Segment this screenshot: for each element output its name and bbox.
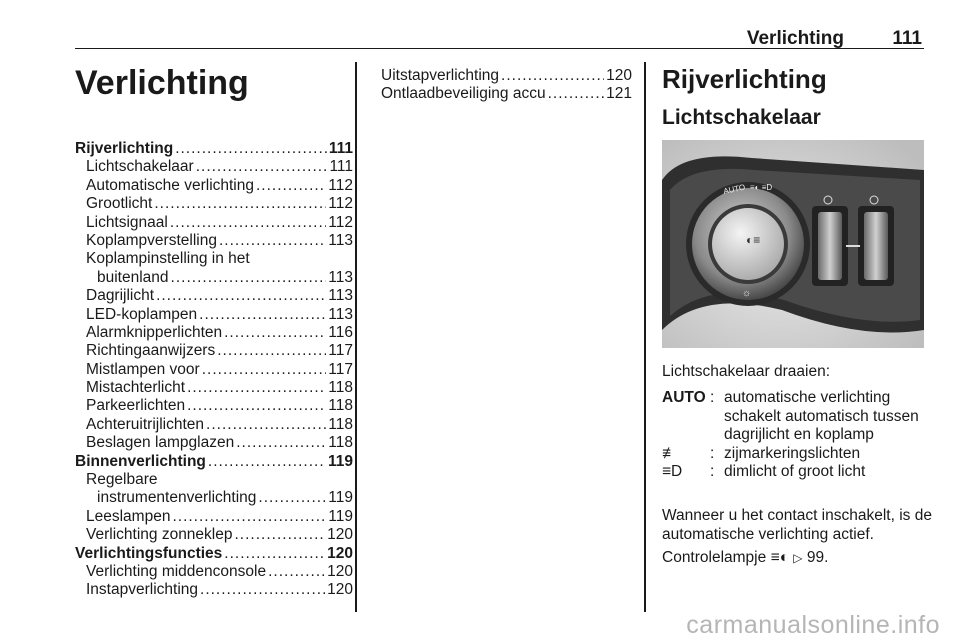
toc-entry-page: 111 bbox=[328, 139, 353, 157]
definition-separator: : bbox=[710, 389, 715, 406]
toc-entry[interactable] bbox=[75, 158, 353, 176]
control-lamp-reference bbox=[662, 548, 932, 568]
toc-leader-dots bbox=[172, 508, 326, 526]
toc-entry-title: Verlichting zonneklep bbox=[86, 526, 233, 544]
toc-leader-dots bbox=[187, 397, 326, 415]
side-marker-lights-icon: ≡◐ bbox=[770, 549, 789, 566]
column-divider bbox=[355, 62, 357, 612]
definition-row bbox=[662, 389, 926, 445]
toc-entry[interactable] bbox=[75, 434, 353, 452]
toc-entry-title: Rijverlichting bbox=[75, 139, 174, 157]
toc-section-entry[interactable] bbox=[75, 545, 353, 563]
svg-text:AUTO: AUTO bbox=[722, 182, 747, 196]
definition-text: zijmarkeringslichten bbox=[724, 444, 861, 462]
toc-entry-title: Grootlicht bbox=[86, 195, 153, 213]
definition-text: automatische verlichting schakelt automatisch tussen dagrijlicht en koplamp bbox=[724, 389, 919, 443]
toc-section-entry[interactable] bbox=[75, 140, 353, 158]
toc-entry[interactable] bbox=[75, 269, 353, 287]
toc-leader-dots bbox=[199, 306, 326, 324]
toc-entry[interactable] bbox=[75, 306, 353, 324]
toc-leader-dots bbox=[217, 342, 326, 360]
toc-leader-dots bbox=[548, 85, 605, 103]
toc-leader-dots bbox=[219, 232, 326, 250]
toc-entry-page: 121 bbox=[606, 85, 632, 103]
toc-entry-title: LED-koplampen bbox=[86, 305, 198, 323]
toc-entry-page: 118 bbox=[328, 397, 353, 415]
toc-entry-title: buitenland bbox=[97, 268, 169, 286]
svg-text:☼: ☼ bbox=[742, 288, 752, 299]
chapter-title: Verlichting bbox=[75, 64, 249, 102]
toc-entry-title: Lichtsignaal bbox=[86, 213, 168, 231]
toc-entry-title: Leeslampen bbox=[86, 507, 171, 525]
toc-entry[interactable] bbox=[75, 508, 353, 526]
toc-entry-title: Alarmknipperlichten bbox=[86, 323, 223, 341]
toc-entry-page: 113 bbox=[328, 268, 353, 286]
toc-entry-page: 118 bbox=[328, 415, 353, 433]
toc-entry-title: Lichtschakelaar bbox=[86, 158, 194, 176]
subsection-title: Lichtschakelaar bbox=[662, 106, 821, 129]
photo-caption: Lichtschakelaar draaien: bbox=[662, 363, 831, 380]
toc-leader-dots bbox=[256, 177, 326, 195]
paragraph: Wanneer u het contact inschakelt, is de automatische verlichting actief. bbox=[662, 507, 932, 543]
toc-leader-dots bbox=[235, 526, 326, 544]
section-title: Rijverlichting bbox=[662, 64, 827, 94]
toc-leader-dots bbox=[236, 434, 326, 452]
toc-leader-dots bbox=[202, 361, 327, 379]
toc-entry-page: 120 bbox=[327, 544, 353, 562]
toc-entry-page: 113 bbox=[328, 231, 353, 249]
toc-leader-dots bbox=[170, 214, 326, 232]
toc-entry-page: 112 bbox=[328, 213, 353, 231]
page-reference-icon: ▷ bbox=[793, 551, 803, 565]
toc-entry-page: 113 bbox=[328, 305, 353, 323]
toc-entry-title: Binnenverlichting bbox=[75, 452, 206, 470]
toc-entry[interactable] bbox=[75, 287, 353, 305]
toc-entry-page: 119 bbox=[328, 489, 353, 507]
headlight-icon: ≡D bbox=[662, 463, 683, 480]
toc-entry-title: Automatische verlichting bbox=[86, 176, 254, 194]
toc-entry[interactable] bbox=[370, 67, 632, 85]
toc-entry-page: 120 bbox=[327, 526, 353, 544]
toc-entry-title: Mistachterlicht bbox=[86, 379, 186, 397]
toc-entry[interactable] bbox=[75, 489, 353, 507]
toc-entry[interactable] bbox=[75, 324, 353, 342]
toc-entry-title: Mistlampen voor bbox=[86, 360, 200, 378]
page-number: 111 bbox=[892, 28, 922, 49]
toc-leader-dots bbox=[224, 545, 325, 563]
svg-text:≡◐ ≡D: ≡◐ ≡D bbox=[750, 183, 773, 192]
toc-entry[interactable] bbox=[75, 177, 353, 195]
toc-entry-page: 120 bbox=[327, 581, 353, 599]
watermark: carmanualsonline.info bbox=[686, 611, 940, 639]
page-reference: 99. bbox=[806, 549, 829, 566]
definition-key: AUTO bbox=[662, 389, 706, 406]
toc-leader-dots bbox=[196, 158, 328, 176]
toc-leader-dots bbox=[154, 195, 326, 213]
definition-text: dimlicht of groot licht bbox=[724, 463, 866, 480]
toc-entry-title: Dagrijlicht bbox=[86, 287, 155, 305]
toc-leader-dots bbox=[171, 269, 327, 287]
column-divider bbox=[644, 62, 646, 612]
toc-entry-title: Verlichting middenconsole bbox=[86, 562, 267, 580]
toc-entry-page: 116 bbox=[328, 323, 353, 341]
toc-entry-page: 118 bbox=[328, 434, 353, 452]
toc-entry-title: Uitstapverlichting bbox=[381, 66, 500, 84]
toc-leader-dots bbox=[268, 563, 325, 581]
toc-entry-title: Parkeerlichten bbox=[86, 397, 186, 415]
toc-entry-title: Ontlaadbeveiliging accu bbox=[381, 85, 546, 103]
toc-leader-dots bbox=[501, 67, 604, 85]
toc-entry-page: 117 bbox=[328, 342, 353, 360]
toc-entry-page: 119 bbox=[328, 507, 353, 525]
definition-separator: : bbox=[710, 463, 715, 480]
toc-entry-page: 120 bbox=[327, 562, 353, 580]
header-title: Verlichting bbox=[746, 28, 844, 49]
toc-entry[interactable] bbox=[75, 563, 353, 581]
toc-entry[interactable] bbox=[75, 397, 353, 415]
toc-entry-page: 120 bbox=[606, 66, 632, 84]
toc-leader-dots bbox=[206, 416, 326, 434]
toc-entry-page: 118 bbox=[328, 379, 353, 397]
toc-entry[interactable] bbox=[75, 526, 353, 544]
toc-entry-title: Instapverlichting bbox=[86, 581, 199, 599]
svg-text:◐≡: ◐≡ bbox=[746, 233, 761, 247]
definition-row bbox=[662, 445, 926, 464]
light-switch-photo bbox=[662, 140, 924, 348]
toc-entry-page: 113 bbox=[328, 287, 353, 305]
toc-leader-dots bbox=[175, 140, 327, 158]
toc-leader-dots bbox=[258, 489, 326, 507]
definition-row bbox=[662, 463, 926, 482]
toc-entry-page: 112 bbox=[328, 195, 353, 213]
control-lamp-label: Controlelampje bbox=[662, 549, 767, 566]
toc-entry[interactable] bbox=[75, 342, 353, 360]
toc-entry[interactable] bbox=[75, 379, 353, 397]
toc-leader-dots bbox=[156, 287, 326, 305]
toc-entry-line: Koplampinstelling in het bbox=[86, 250, 250, 268]
toc-entry-title: Koplampverstelling bbox=[86, 231, 217, 249]
toc-entry-page: 112 bbox=[328, 176, 353, 194]
toc-entry[interactable] bbox=[75, 232, 353, 250]
toc-entry-page: 117 bbox=[328, 360, 353, 378]
side-marker-lights-icon: ≢ bbox=[662, 444, 678, 462]
toc-entry-title: Verlichtingsfuncties bbox=[75, 544, 223, 562]
toc-leader-dots bbox=[200, 581, 325, 599]
toc-leader-dots bbox=[187, 379, 326, 397]
table-of-contents bbox=[75, 140, 353, 600]
toc-leader-dots bbox=[208, 453, 326, 471]
toc-entry-page: 119 bbox=[327, 452, 353, 470]
toc-entry-title: Richtingaanwijzers bbox=[86, 342, 216, 360]
toc-entry-title: instrumentenverlichting bbox=[97, 489, 257, 507]
definition-list bbox=[662, 389, 926, 482]
toc-entry[interactable] bbox=[75, 214, 353, 232]
toc-leader-dots bbox=[224, 324, 326, 342]
toc-entry[interactable] bbox=[75, 195, 353, 213]
definition-separator: : bbox=[710, 444, 715, 462]
toc-entry-line: Regelbare bbox=[86, 471, 158, 489]
toc-entry[interactable] bbox=[75, 581, 353, 599]
toc-entry[interactable] bbox=[75, 361, 353, 379]
toc-entry[interactable] bbox=[75, 416, 353, 434]
toc-entry[interactable] bbox=[370, 85, 632, 103]
page-header bbox=[75, 26, 924, 49]
table-of-contents-continued bbox=[370, 67, 632, 104]
toc-entry-title: Beslagen lampglazen bbox=[86, 434, 235, 452]
toc-entry-title: Achteruitrijlichten bbox=[86, 415, 205, 433]
toc-section-entry[interactable] bbox=[75, 453, 353, 471]
toc-entry-page: 111 bbox=[329, 158, 353, 176]
